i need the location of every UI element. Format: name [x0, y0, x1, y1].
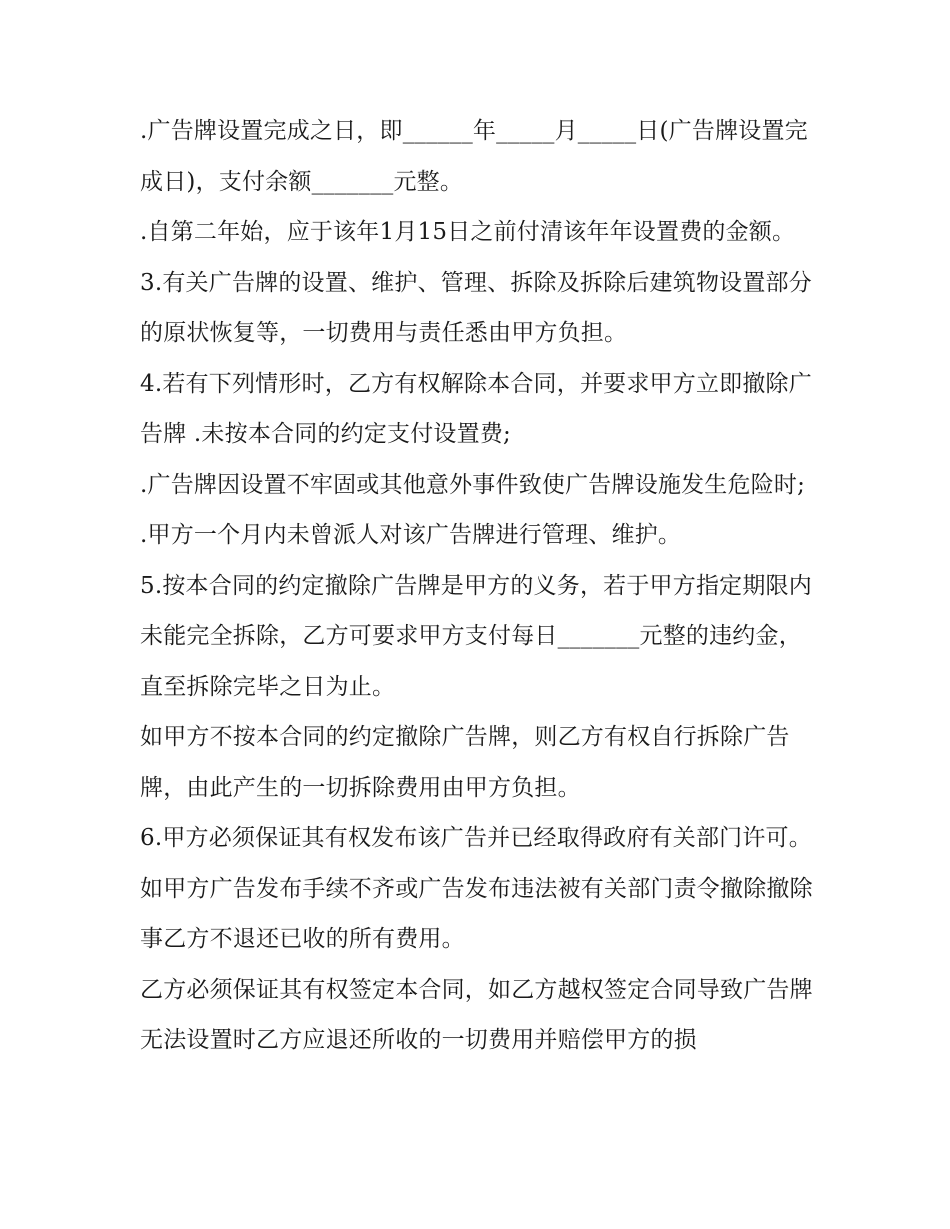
paragraph-clause-5: 5.按本合同的约定撤除广告牌是甲方的义务，若于甲方指定期限内未能完全拆除，乙方可要求甲方支付每日_______元整的违约金，直至拆除完毕之日为止。 [140, 572, 812, 700]
paragraph-danger-conditions: .广告牌因设置不牢固或其他意外事件致使广告牌设施发生危险时; .甲方一个月内未曾派人对该广告牌进行管理、维护。 [140, 471, 813, 548]
paragraph-clause-4: 4.若有下列情形时，乙方有权解除本合同，并要求甲方立即撤除广告牌 .未按本合同的约定支付设置费; [140, 370, 812, 447]
paragraph-clause-6: 6.甲方必须保证其有权发布该广告并已经取得政府有关部门许可。如甲方广告发布手续不齐或广告发布违法被有关部门责令撤除撤除事乙方不退还已收的所有费用。 [140, 825, 813, 952]
paragraph-completion-payment: .广告牌设置完成之日，即______年_____月_____日(广告牌设置完成日)，支付余额_______元整。 [140, 118, 808, 195]
document-body [140, 106, 820, 1066]
paragraph-annual-fee: .自第二年始，应于该年1月15日之前付清该年年设置费的金额。 [140, 219, 796, 245]
paragraph-party-b-warranty: 乙方必须保证其有权签定本合同，如乙方越权签定合同导致广告牌无法设置时乙方应退还所收的一切费用并赔偿甲方的损 [140, 976, 813, 1053]
paragraph-clause-3: 3.有关广告牌的设置、维护、管理、拆除及拆除后建筑物设置部分的原状恢复等，一切费用与责任悉由甲方负担。 [140, 269, 812, 346]
paragraph-self-removal: 如甲方不按本合同的约定撤除广告牌，则乙方有权自行拆除广告牌，由此产生的一切拆除费用由甲方负担。 [140, 724, 790, 801]
